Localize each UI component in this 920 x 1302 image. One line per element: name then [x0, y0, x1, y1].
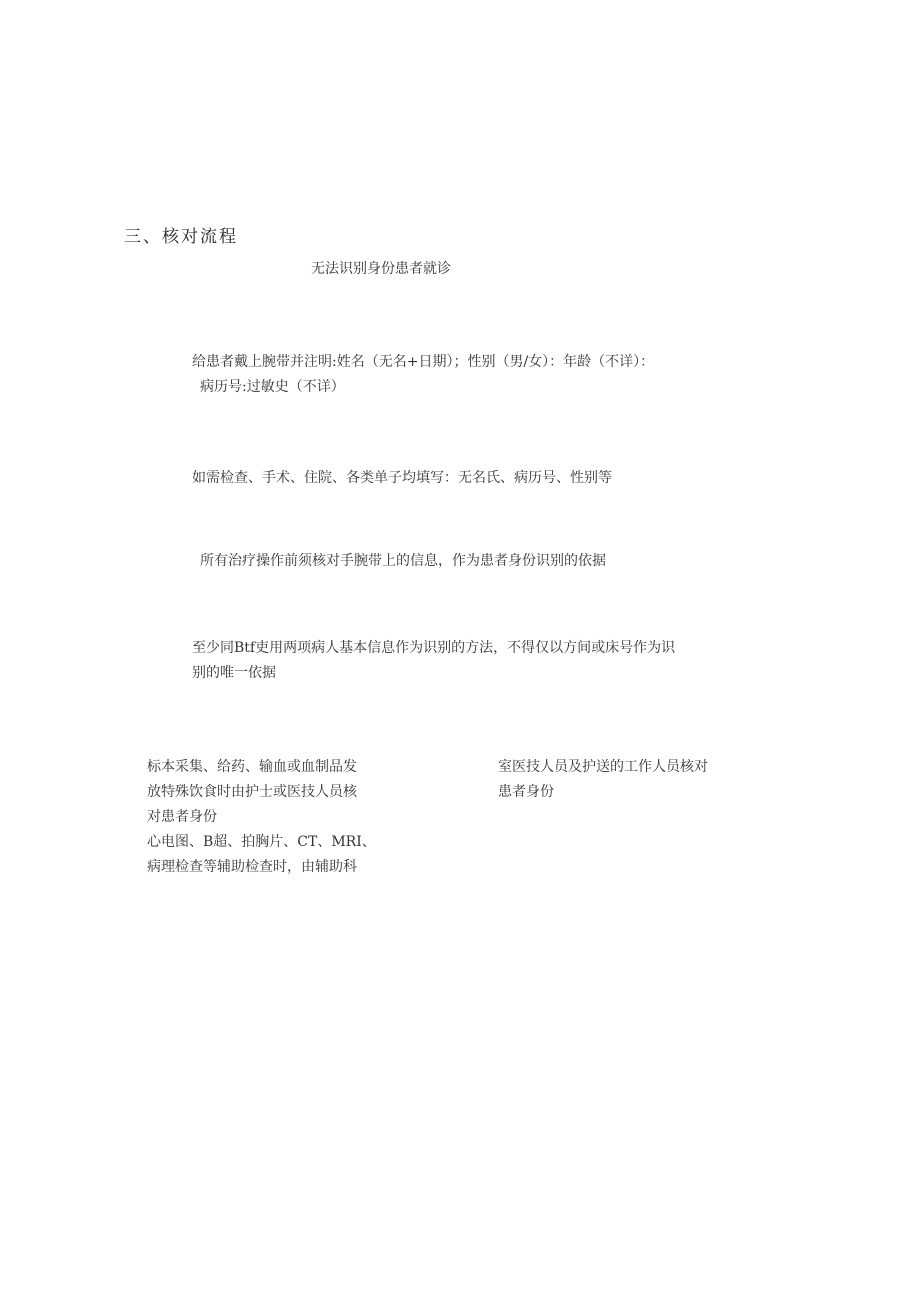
- flow-title: 无法识别身份患者就诊: [311, 261, 451, 277]
- step-verify-before-treatment: 所有治疗操作前须核对手腕带上的信息，作为患者身份识别的依据: [200, 553, 606, 569]
- left-branch-line-5: 病理检查等辅助检查时，由辅助科: [147, 859, 357, 875]
- section-heading: 三、核对流程: [124, 227, 238, 247]
- left-branch-line-2: 放特殊饮食时由护士或医技人员核: [147, 784, 357, 800]
- right-branch-text: [498, 755, 708, 805]
- right-branch-line-1: 室医技人员及护送的工作人员核对: [498, 759, 708, 775]
- step-forms: 如需检查、手术、住院、各类单子均填写：无名氏、病历号、性别等: [192, 470, 612, 486]
- right-branch-line-2: 患者身份: [498, 784, 554, 800]
- step-wristband-line-1: 给患者戴上腕带并注明:姓名（无名+日期）；性别（男/女）：年龄（不详）：: [192, 354, 655, 370]
- step-two-identifiers-line-1: 至少同Btf吏用两项病人基本信息作为识别的方法，不得仅以方间或床号作为识: [192, 640, 676, 656]
- left-branch-line-4: 心电图、B超、拍胸片、CT、MRI、: [147, 834, 376, 850]
- step-wristband: [192, 350, 654, 400]
- step-wristband-line-2: 病历号:过敏史（不详）: [200, 379, 345, 395]
- left-branch-line-3: 对患者身份: [147, 809, 217, 825]
- step-two-identifiers-line-2: 别的唯一依据: [192, 665, 276, 681]
- left-branch-text: [147, 755, 376, 880]
- step-two-identifiers: [192, 636, 675, 686]
- left-branch-line-1: 标本采集、给药、输血或血制品发: [147, 759, 357, 775]
